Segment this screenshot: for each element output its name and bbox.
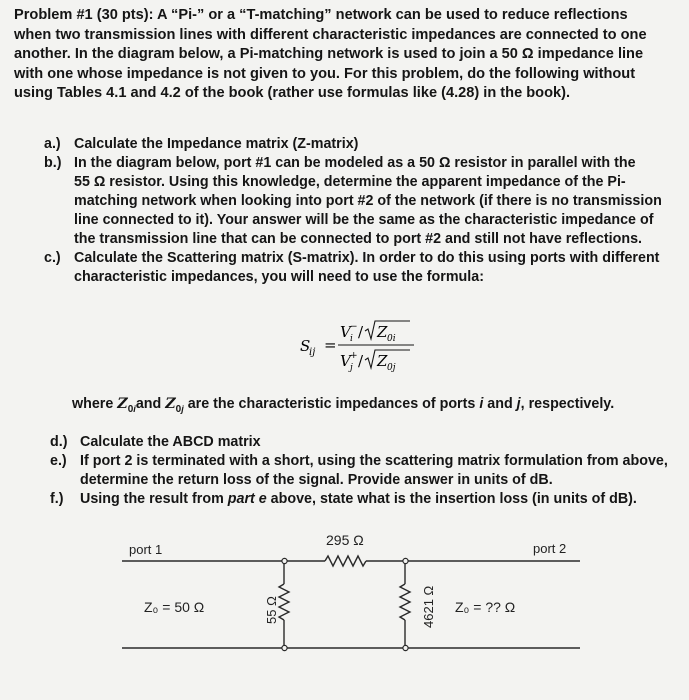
formula-den-v-sup: + [350, 351, 358, 361]
node-bottom-right [403, 645, 408, 650]
question-list-abc [44, 135, 680, 287]
question-c [44, 249, 680, 287]
series-resistor [325, 556, 366, 566]
question-label: e.) [50, 453, 67, 469]
formula-num-z-sub: 0i [387, 334, 396, 344]
question-line: Calculate the Impedance matrix (Z-matrix) [74, 136, 359, 152]
question-line: the transmission line that can be connected to port #2 and still not have reflections. [74, 231, 643, 247]
question-list-def [50, 433, 680, 509]
intro-line-3: another. In the diagram below, a Pi-matching network is used to join a 50 Ω impedance line [14, 46, 644, 63]
shunt-resistor-4621-label: 4621 Ω [421, 585, 436, 628]
formula-equals: = [324, 336, 337, 354]
question-d [50, 433, 680, 452]
scattering-formula [298, 318, 458, 374]
question-label: b.) [44, 155, 62, 171]
question-line: Calculate the ABCD matrix [80, 434, 261, 450]
question-label: a.) [44, 136, 61, 152]
intro-line-2: when two transmission lines with different characteristic impedances are connected to one [14, 26, 647, 43]
formula-den-v-sub: j [350, 363, 353, 373]
pi-network-diagram [0, 520, 689, 700]
node-top-left [282, 558, 287, 563]
formula-den-z: Z [377, 352, 388, 370]
formula-lhs: S [300, 337, 311, 355]
formula-num-z: Z [377, 323, 388, 341]
question-line: determine the return loss of the signal. Provide answer in units of dB. [80, 472, 553, 488]
question-e [50, 452, 680, 490]
intro-line-1: Problem #1 (30 pts): A “Pi-” or a “T-matching” network can be used to reduce reflections [14, 7, 628, 23]
question-line: In the diagram below, port #1 can be modeled as a 50 Ω resistor in parallel with the [74, 155, 636, 171]
formula-num-v-sup: − [350, 322, 358, 332]
formula-lhs-sub: ij [309, 347, 316, 358]
formula-den-z-sub: 0j [387, 363, 396, 373]
question-label: f.) [50, 491, 64, 507]
series-resistor-label: 295 Ω [326, 532, 364, 548]
intro-line-5: using Tables 4.1 and 4.2 of the book (rather use formulas like (4.28) in the book). [14, 85, 571, 102]
question-line: matching network when looking into port #2 of the network (if there is no transmission [74, 193, 662, 209]
shunt-resistor-55-label: 55 Ω [264, 596, 279, 624]
problem-intro [14, 6, 682, 104]
shunt-resistor-4621 [400, 584, 410, 620]
shunt-resistor-55 [279, 584, 289, 620]
z-left-label: Z₀ = 50 Ω [144, 599, 205, 615]
question-label: c.) [44, 250, 61, 266]
question-a [44, 135, 680, 154]
port2-label: port 2 [533, 541, 567, 556]
formula-den-v: V [340, 352, 351, 370]
node-top-right [403, 558, 408, 563]
question-f: f.) Using the result from part e above, state what is the insertion loss (in units of dB). [50, 491, 637, 507]
question-line: 55 Ω resistor. Using this knowledge, determine the apparent impedance of the Pi- [74, 174, 626, 190]
z-right-label: Z₀ = ?? Ω [455, 599, 516, 615]
question-line: If port 2 is terminated with a short, using the scattering matrix formulation from above, [80, 453, 668, 469]
formula-explanation: where $Z_{0i}and$ $Z_{0j}$ are the characteristic impedances of ports i and j, respectively. [72, 396, 615, 415]
port1-label: port 1 [129, 542, 163, 557]
intro-line-4 [14, 65, 682, 85]
question-line: characteristic impedances, you will need to use the formula: [74, 269, 484, 285]
formula-num-v-sub: i [350, 334, 353, 344]
formula-den-slash: / [358, 352, 364, 370]
formula-num-slash: / [358, 323, 364, 341]
question-line: line connected to it). Your answer will be the same as the characteristic impedance of [74, 212, 654, 228]
question-line: Calculate the Scattering matrix (S-matrix). In order to do this using ports with different [74, 250, 660, 266]
node-bottom-left [282, 645, 287, 650]
question-label: d.) [50, 434, 68, 450]
intro-line-4-text: with one whose impedance is not given to you. For this problem, do the following [14, 65, 580, 82]
question-b [44, 154, 680, 249]
intro-line-4-emphasis: without [583, 65, 636, 82]
formula-num-v: V [340, 323, 351, 341]
